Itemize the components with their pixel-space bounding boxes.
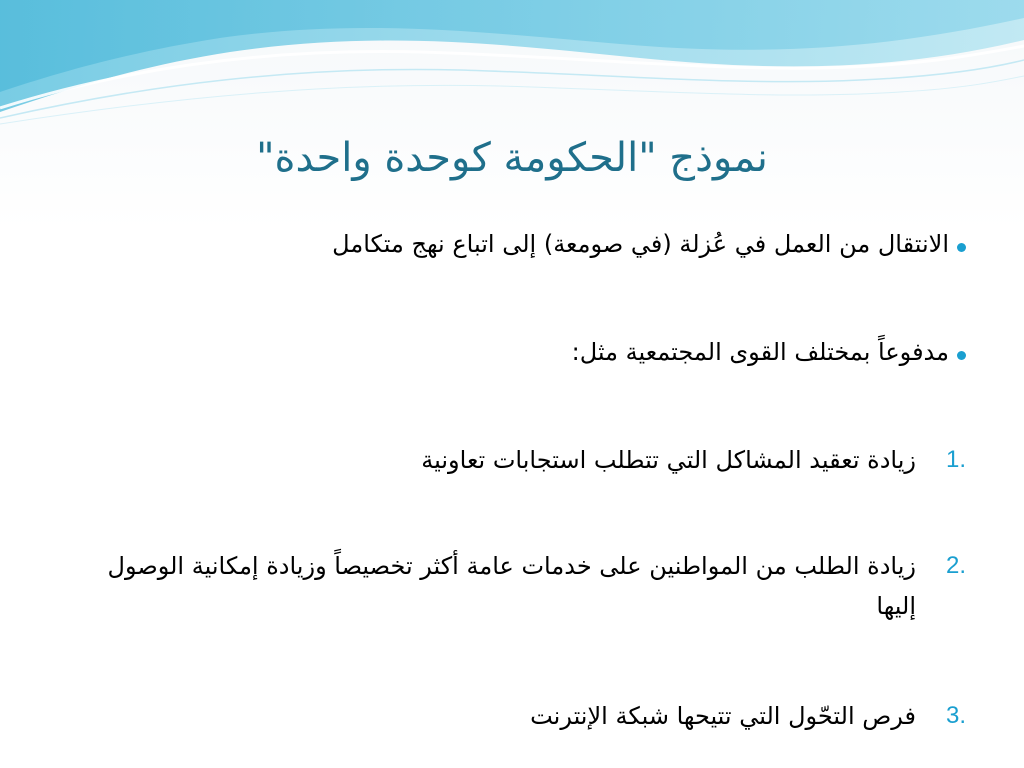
slide-title: نموذج "الحكومة كوحدة واحدة"	[256, 135, 768, 181]
numbered-text: فرص التحّول التي تتيحها شبكة الإنترنت	[530, 702, 916, 730]
numbered-text: زيادة الطلب من المواطنين على خدمات عامة أكثر تخصيصاً وزيادة إمكانية الوصول إليها	[107, 552, 916, 620]
item-number: 3.	[945, 702, 966, 729]
item-number: 1.	[945, 446, 966, 473]
numbered-item	[106, 546, 966, 626]
bullet-text: مدفوعاً بمختلف القوى المجتمعية مثل:	[571, 338, 949, 366]
numbered-text: زيادة تعقيد المشاكل التي تتطلب استجابات تعاونية	[421, 446, 916, 474]
bullet-item	[106, 332, 966, 372]
bullet-icon	[949, 224, 966, 264]
header-wave-decoration	[0, 0, 1024, 130]
numbered-item	[106, 696, 966, 736]
bullet-item	[106, 224, 966, 264]
item-number: 2.	[945, 552, 966, 579]
bullet-text: الانتقال من العمل في عُزلة (في صومعة) إلى اتباع نهج متكامل	[332, 230, 949, 258]
bullet-icon	[949, 332, 966, 372]
numbered-item	[106, 440, 966, 480]
